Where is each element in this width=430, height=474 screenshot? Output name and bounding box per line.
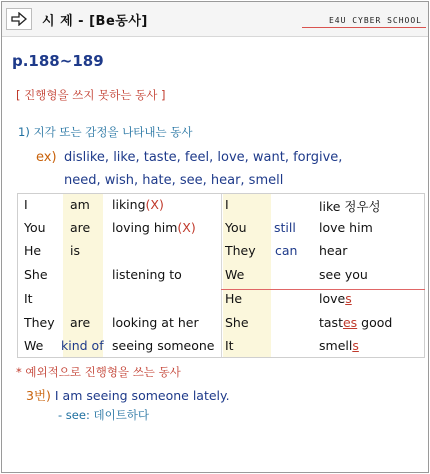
right-verb: smells [319, 338, 359, 353]
verb-column-highlight [63, 194, 103, 357]
right-verb: tastes good [319, 315, 393, 330]
right-verb: like 정우성 [319, 199, 381, 214]
header-bar [2, 2, 428, 37]
left-rest: looking at her [112, 315, 199, 330]
left-subject: She [24, 267, 48, 282]
right-subject: We [225, 267, 245, 282]
table-divider [221, 194, 222, 357]
arrow-right-icon[interactable] [6, 8, 32, 30]
left-verb: are [70, 315, 91, 330]
left-verb: are [70, 220, 91, 235]
example-line-1: dislike, like, taste, feel, love, want, forgive, [64, 150, 343, 165]
third-person-divider [221, 289, 425, 290]
lesson-frame [1, 1, 429, 473]
left-rest: listening to [112, 267, 182, 282]
right-verb: loves [319, 291, 352, 306]
right-verb: hear [319, 243, 348, 258]
left-rest: loving him(X) [112, 220, 196, 235]
example-label: ex) [36, 150, 57, 165]
right-subject: He [225, 291, 243, 306]
right-verb: love him [319, 220, 373, 235]
right-subject: It [225, 338, 234, 353]
right-subject: I [225, 197, 229, 212]
left-subject: They [24, 315, 55, 330]
left-rest: seeing someone [112, 338, 215, 353]
left-verb: is [70, 243, 80, 258]
left-rest: liking(X) [112, 197, 164, 212]
right-verb: see you [319, 267, 368, 282]
header-divider [302, 27, 426, 28]
left-verb: am [70, 197, 90, 212]
page-reference: p.188~189 [12, 52, 104, 70]
exception-note: - see: 데이트하다 [58, 408, 150, 422]
left-subject: It [24, 291, 33, 306]
right-subject: They [225, 243, 256, 258]
right-subject: You [225, 220, 247, 235]
school-name: E4U CYBER SCHOOL [328, 16, 422, 25]
section-title: [ 진행형을 쓰지 못하는 동사 ] [16, 88, 166, 102]
example-table [17, 193, 425, 358]
exception-sentence: 3번) I am seeing someone lately. [26, 388, 230, 403]
right-modal: can [275, 243, 298, 258]
subsection-title: 1) 지각 또는 감정을 나타내는 동사 [18, 125, 193, 139]
example-line-2: need, wish, hate, see, hear, smell [64, 173, 284, 188]
exception-title: * 예외적으로 진행형을 쓰는 동사 [16, 365, 181, 379]
left-subject: You [24, 220, 46, 235]
right-subject: She [225, 315, 249, 330]
left-verb: kind of [61, 338, 104, 353]
page-title: 시 제 - [Be동사] [42, 14, 148, 29]
left-subject: I [24, 197, 28, 212]
right-adverb: still [274, 220, 296, 235]
left-subject: He [24, 243, 42, 258]
left-subject: We [24, 338, 44, 353]
